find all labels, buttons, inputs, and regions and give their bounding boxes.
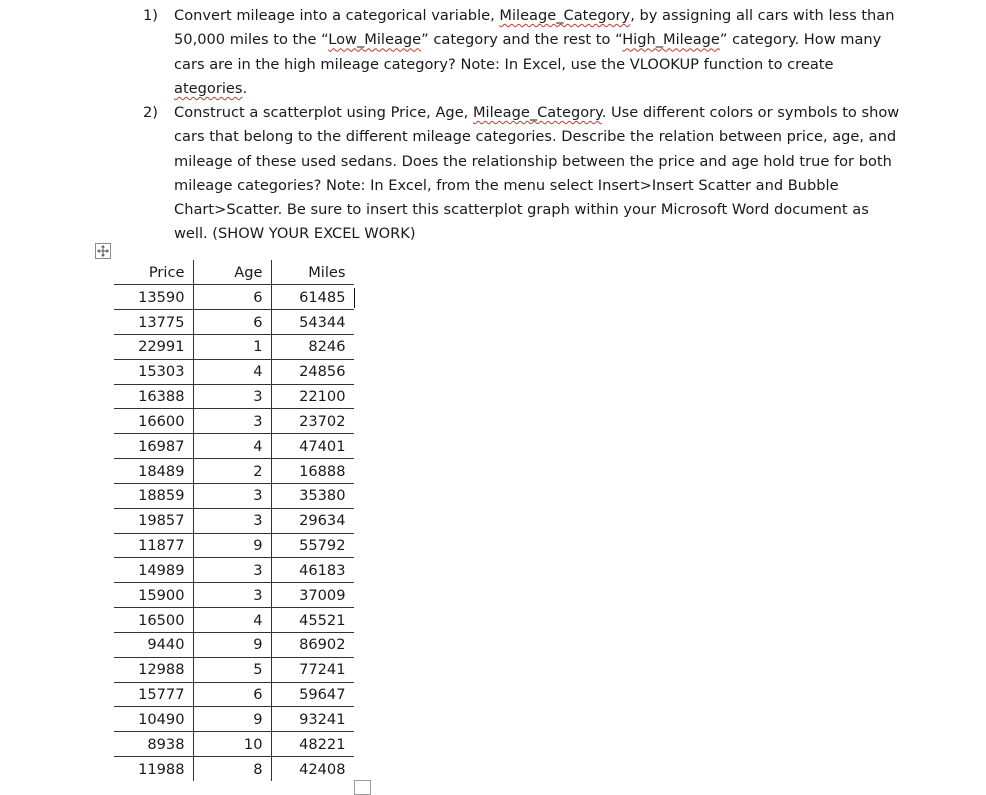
miles-cell[interactable]: 55792 <box>271 533 354 558</box>
table-row <box>114 285 354 310</box>
miles-cell[interactable]: 16888 <box>271 459 354 484</box>
question-text-run: Convert mileage into a categorical variable, <box>174 7 500 24</box>
miles-cell[interactable]: 45521 <box>271 608 354 633</box>
price-cell[interactable]: 14989 <box>114 558 193 583</box>
question-text <box>174 4 903 101</box>
table-row <box>114 608 354 633</box>
price-cell[interactable]: 12988 <box>114 657 193 682</box>
miles-cell[interactable]: 86902 <box>271 632 354 657</box>
table-header-row <box>114 260 354 285</box>
text-cursor <box>354 288 355 308</box>
miles-cell[interactable]: 35380 <box>271 483 354 508</box>
miles-cell[interactable]: 61485 <box>271 285 354 310</box>
price-cell[interactable]: 13590 <box>114 285 193 310</box>
question-text-run: ” category. How many cars are in the high mileage category? Note: In Excel, use the VLOOKUP function to create <box>174 31 882 73</box>
table-row <box>114 732 354 757</box>
question-text-run: . Use different colors or symbols to show cars that belong to the different mileage categories. Describe the relation between price, age, and mileage of these used sedans. Does the relationship between the price and age hold true for both mileage categories? Note: In Excel, from the menu select Insert>Insert Scatter and Bubble Chart>Scatter. Be sure to insert this scatterplot graph within your Microsoft Word document as well. (SHOW YOUR EXCEL WORK) <box>174 104 900 243</box>
data-table <box>114 260 355 781</box>
age-cell[interactable]: 3 <box>193 409 271 434</box>
question-number: 1) <box>143 7 158 24</box>
table-row <box>114 682 354 707</box>
price-cell[interactable]: 15303 <box>114 359 193 384</box>
price-cell[interactable]: 16987 <box>114 434 193 459</box>
table-row <box>114 334 354 359</box>
price-cell[interactable]: 8938 <box>114 732 193 757</box>
price-cell[interactable]: 15777 <box>114 682 193 707</box>
price-cell[interactable]: 10490 <box>114 707 193 732</box>
table-row <box>114 657 354 682</box>
age-cell[interactable]: 8 <box>193 757 271 782</box>
header-price[interactable]: Price <box>114 260 193 285</box>
price-cell[interactable]: 11877 <box>114 533 193 558</box>
miles-cell[interactable]: 8246 <box>271 334 354 359</box>
question-text-run: . <box>242 79 248 97</box>
question-text-run: ” category and the rest to “ <box>421 31 623 49</box>
age-cell[interactable]: 3 <box>193 558 271 583</box>
spellcheck-word: High_Mileage <box>622 31 720 49</box>
age-cell[interactable]: 1 <box>193 334 271 359</box>
header-age[interactable]: Age <box>193 260 271 285</box>
question-1 <box>143 4 903 101</box>
table-row <box>114 359 354 384</box>
table-row <box>114 384 354 409</box>
price-cell[interactable]: 16600 <box>114 409 193 434</box>
price-cell[interactable]: 15900 <box>114 583 193 608</box>
spellcheck-word: Mileage_Category <box>499 7 631 24</box>
table-row <box>114 508 354 533</box>
price-cell[interactable]: 16500 <box>114 608 193 633</box>
table-row <box>114 409 354 434</box>
table-row <box>114 583 354 608</box>
age-cell[interactable]: 4 <box>193 608 271 633</box>
table-row <box>114 707 354 732</box>
spellcheck-word: Low_Mileage <box>328 31 422 49</box>
table-row <box>114 533 354 558</box>
price-cell[interactable]: 18859 <box>114 483 193 508</box>
age-cell[interactable]: 3 <box>193 508 271 533</box>
price-cell[interactable]: 11988 <box>114 757 193 782</box>
miles-cell[interactable]: 46183 <box>271 558 354 583</box>
price-cell[interactable]: 18489 <box>114 459 193 484</box>
age-cell[interactable]: 10 <box>193 732 271 757</box>
age-cell[interactable]: 9 <box>193 533 271 558</box>
miles-cell[interactable]: 54344 <box>271 310 354 335</box>
miles-cell[interactable]: 29634 <box>271 508 354 533</box>
table-row <box>114 632 354 657</box>
miles-cell[interactable]: 37009 <box>271 583 354 608</box>
age-cell[interactable]: 9 <box>193 632 271 657</box>
price-cell[interactable]: 16388 <box>114 384 193 409</box>
miles-cell[interactable]: 59647 <box>271 682 354 707</box>
question-text-run: , by assigning all cars with less than 50,000 miles to the “ <box>174 7 895 49</box>
age-cell[interactable]: 4 <box>193 434 271 459</box>
price-cell[interactable]: 9440 <box>114 632 193 657</box>
question-text <box>174 101 903 247</box>
miles-cell[interactable]: 23702 <box>271 409 354 434</box>
age-cell[interactable]: 6 <box>193 682 271 707</box>
price-cell[interactable]: 13775 <box>114 310 193 335</box>
table-row <box>114 310 354 335</box>
miles-cell[interactable]: 48221 <box>271 732 354 757</box>
miles-cell[interactable]: 22100 <box>271 384 354 409</box>
age-cell[interactable]: 6 <box>193 310 271 335</box>
age-cell[interactable]: 3 <box>193 583 271 608</box>
question-2 <box>143 101 903 247</box>
spellcheck-word: ategories <box>174 79 243 97</box>
age-cell[interactable]: 6 <box>193 285 271 310</box>
miles-cell[interactable]: 47401 <box>271 434 354 459</box>
miles-cell[interactable]: 42408 <box>271 757 354 782</box>
table-row <box>114 558 354 583</box>
price-cell[interactable]: 19857 <box>114 508 193 533</box>
miles-cell[interactable]: 93241 <box>271 707 354 732</box>
table-resize-handle-icon[interactable] <box>354 780 371 795</box>
miles-cell[interactable]: 77241 <box>271 657 354 682</box>
age-cell[interactable]: 3 <box>193 384 271 409</box>
table-move-handle-icon[interactable] <box>95 243 111 259</box>
age-cell[interactable]: 9 <box>193 707 271 732</box>
miles-cell[interactable]: 24856 <box>271 359 354 384</box>
table-row <box>114 757 354 782</box>
table-row <box>114 459 354 484</box>
table-row <box>114 483 354 508</box>
age-cell[interactable]: 3 <box>193 483 271 508</box>
question-text-run: Construct a scatterplot using Price, Age, <box>174 104 473 121</box>
table-row <box>114 434 354 459</box>
age-cell[interactable]: 4 <box>193 359 271 384</box>
spellcheck-word: Mileage_Category <box>472 104 602 121</box>
price-cell[interactable]: 22991 <box>114 334 193 359</box>
header-miles[interactable]: Miles <box>308 263 346 281</box>
age-cell[interactable]: 5 <box>193 657 271 682</box>
question-number: 2) <box>143 104 158 121</box>
age-cell[interactable]: 2 <box>193 459 271 484</box>
